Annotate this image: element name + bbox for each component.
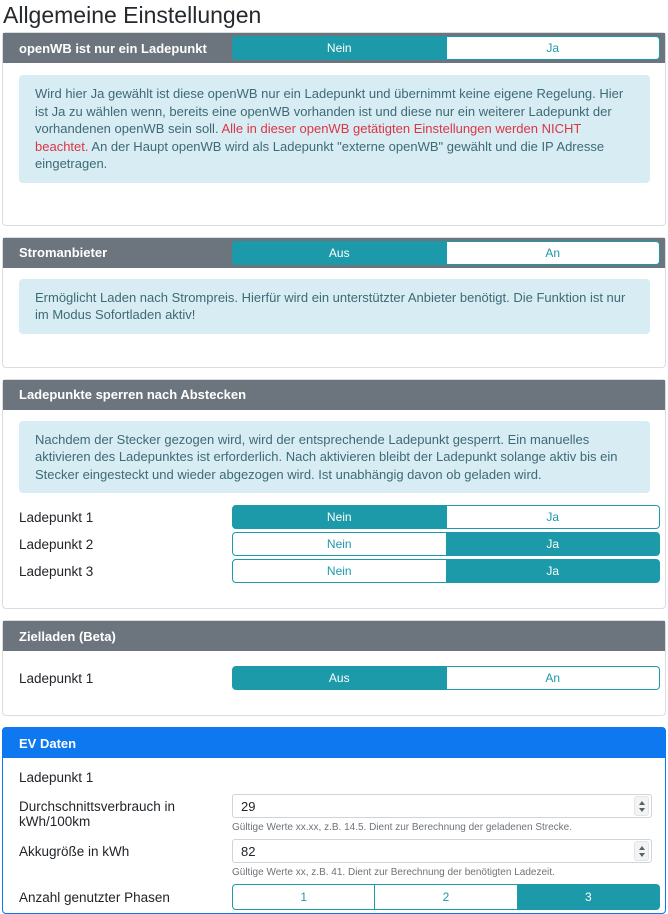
zielladen-cp1-toggle [232,666,660,690]
chargepoint-3-row [19,559,660,583]
toggle-option-ja[interactable]: Ja [447,505,661,529]
spinner-up-icon[interactable] [639,846,645,850]
chargepoint-1-row [19,505,660,529]
number-spinner[interactable] [634,841,649,861]
row-label: Durchschnittsverbrauch in kWh/100km [19,799,176,830]
info-text: Wird hier Ja gewählt ist diese openWB nur ein Ladepunkt und übernimmt keine eigene Regelung. Hier ist Ja zu wählen wenn, bereits eine openWB vorhanden ist und diese nur ein weiterer Ladepunkt der vorhandenen openWB sein soll. [35,86,624,137]
consumption-input[interactable] [232,794,652,818]
card-zielladen [2,620,666,716]
phase-option-3[interactable]: 3 [518,884,660,910]
card-title: openWB ist nur ein Ladepunkt [19,40,207,56]
toggle-option-an[interactable]: An [447,666,661,690]
toggle-option-nein[interactable]: Nein [232,36,447,60]
card-sperren-nach-abstecken [2,379,666,610]
phase-option-2[interactable]: 2 [375,884,517,910]
phases-row [19,884,660,910]
card-body [3,410,665,609]
row-label: Ladepunkt 2 [19,536,94,552]
card-title: Zielladen (Beta) [19,628,116,644]
page-title: Allgemeine Einstellungen [3,2,262,28]
toggle-option-aus[interactable]: Aus [232,241,447,265]
only-chargepoint-toggle [232,36,660,60]
spinner-down-icon[interactable] [639,853,645,857]
card-body [3,63,665,225]
toggle-option-ja[interactable]: Ja [447,532,661,556]
toggle-option-aus[interactable]: Aus [232,666,447,690]
card-ev-daten [2,727,666,914]
phase-option-1[interactable]: 1 [232,884,375,910]
info-danger-text: Alle in dieser openWB getätigten Einstellungen werden NICHT beachtet. [35,121,582,154]
phases-toggle [232,884,660,910]
card-title: Stromanbieter [19,245,108,261]
card-body [3,268,665,367]
input-wrap [232,839,652,863]
row-label: Ladepunkt 1 [19,670,94,686]
battery-size-field-row [19,839,660,879]
stromanbieter-toggle [232,241,660,265]
card-only-chargepoint [2,32,666,226]
field-control [232,794,660,834]
chargepoint-1-toggle [232,505,660,529]
card-title: Ladepunkte sperren nach Abstecken [19,387,247,403]
chargepoint-1-row [19,666,660,690]
input-hint: Gültige Werte xx.xx, z.B. 14.5. Dient zur Berechnung der geladenen Strecke. [232,822,572,834]
info-alert: Nachdem der Stecker gezogen wird, wird der entsprechende Ladepunkt gesperrt. Ein manuelles aktivieren des Ladepunktes ist erforderlich. Nach aktivieren bleibt der Ladepunkt solange aktiv bis ein Stecker eingesteckt und wieder abgezogen wird. Ist unabhängig davon ob geladen wird. [19,421,650,494]
card-header-only-chargepoint [3,33,665,63]
battery-size-input[interactable] [232,839,652,863]
info-alert [19,75,650,183]
row-label: Ladepunkt 3 [19,563,94,579]
info-text: An der Haupt openWB wird als Ladepunkt "externe openWB" gewählt und die IP Adresse eingetragen. [35,138,605,172]
card-header-stromanbieter [3,238,665,268]
chargepoint-3-toggle [232,559,660,583]
card-header-ev-daten [3,728,665,758]
chargepoint-2-row [19,532,660,556]
info-alert: Ermöglicht Laden nach Strompreis. Hierfür wird ein unterstützter Anbieter benötigt. Die Funktion ist nur im Modus Sofortladen aktiv! [19,279,650,334]
card-header-zielladen [3,621,665,651]
consumption-field-row [19,794,660,834]
card-header-sperren [3,380,665,410]
row-label: Anzahl genutzter Phasen [19,889,170,905]
chargepoint-2-toggle [232,532,660,556]
card-body [3,651,665,715]
toggle-option-ja[interactable]: Ja [447,36,661,60]
spinner-down-icon[interactable] [639,808,645,812]
toggle-option-nein[interactable]: Nein [232,505,447,529]
spinner-up-icon[interactable] [639,801,645,805]
card-title: EV Daten [19,735,77,751]
row-label: Ladepunkt 1 [19,509,94,525]
toggle-option-ja[interactable]: Ja [447,559,661,583]
toggle-option-nein[interactable]: Nein [232,559,447,583]
chargepoint-subtitle: Ladepunkt 1 [19,770,94,786]
number-spinner[interactable] [634,796,649,816]
card-stromanbieter [2,237,666,368]
card-body [3,758,665,910]
input-wrap [232,794,652,818]
row-label: Akkugröße in kWh [19,844,130,860]
toggle-option-nein[interactable]: Nein [232,532,447,556]
field-control [232,839,660,879]
input-hint: Gültige Werte xx, z.B. 41. Dient zur Berechnung der benötigten Ladezeit. [232,867,555,879]
toggle-option-an[interactable]: An [447,241,661,265]
